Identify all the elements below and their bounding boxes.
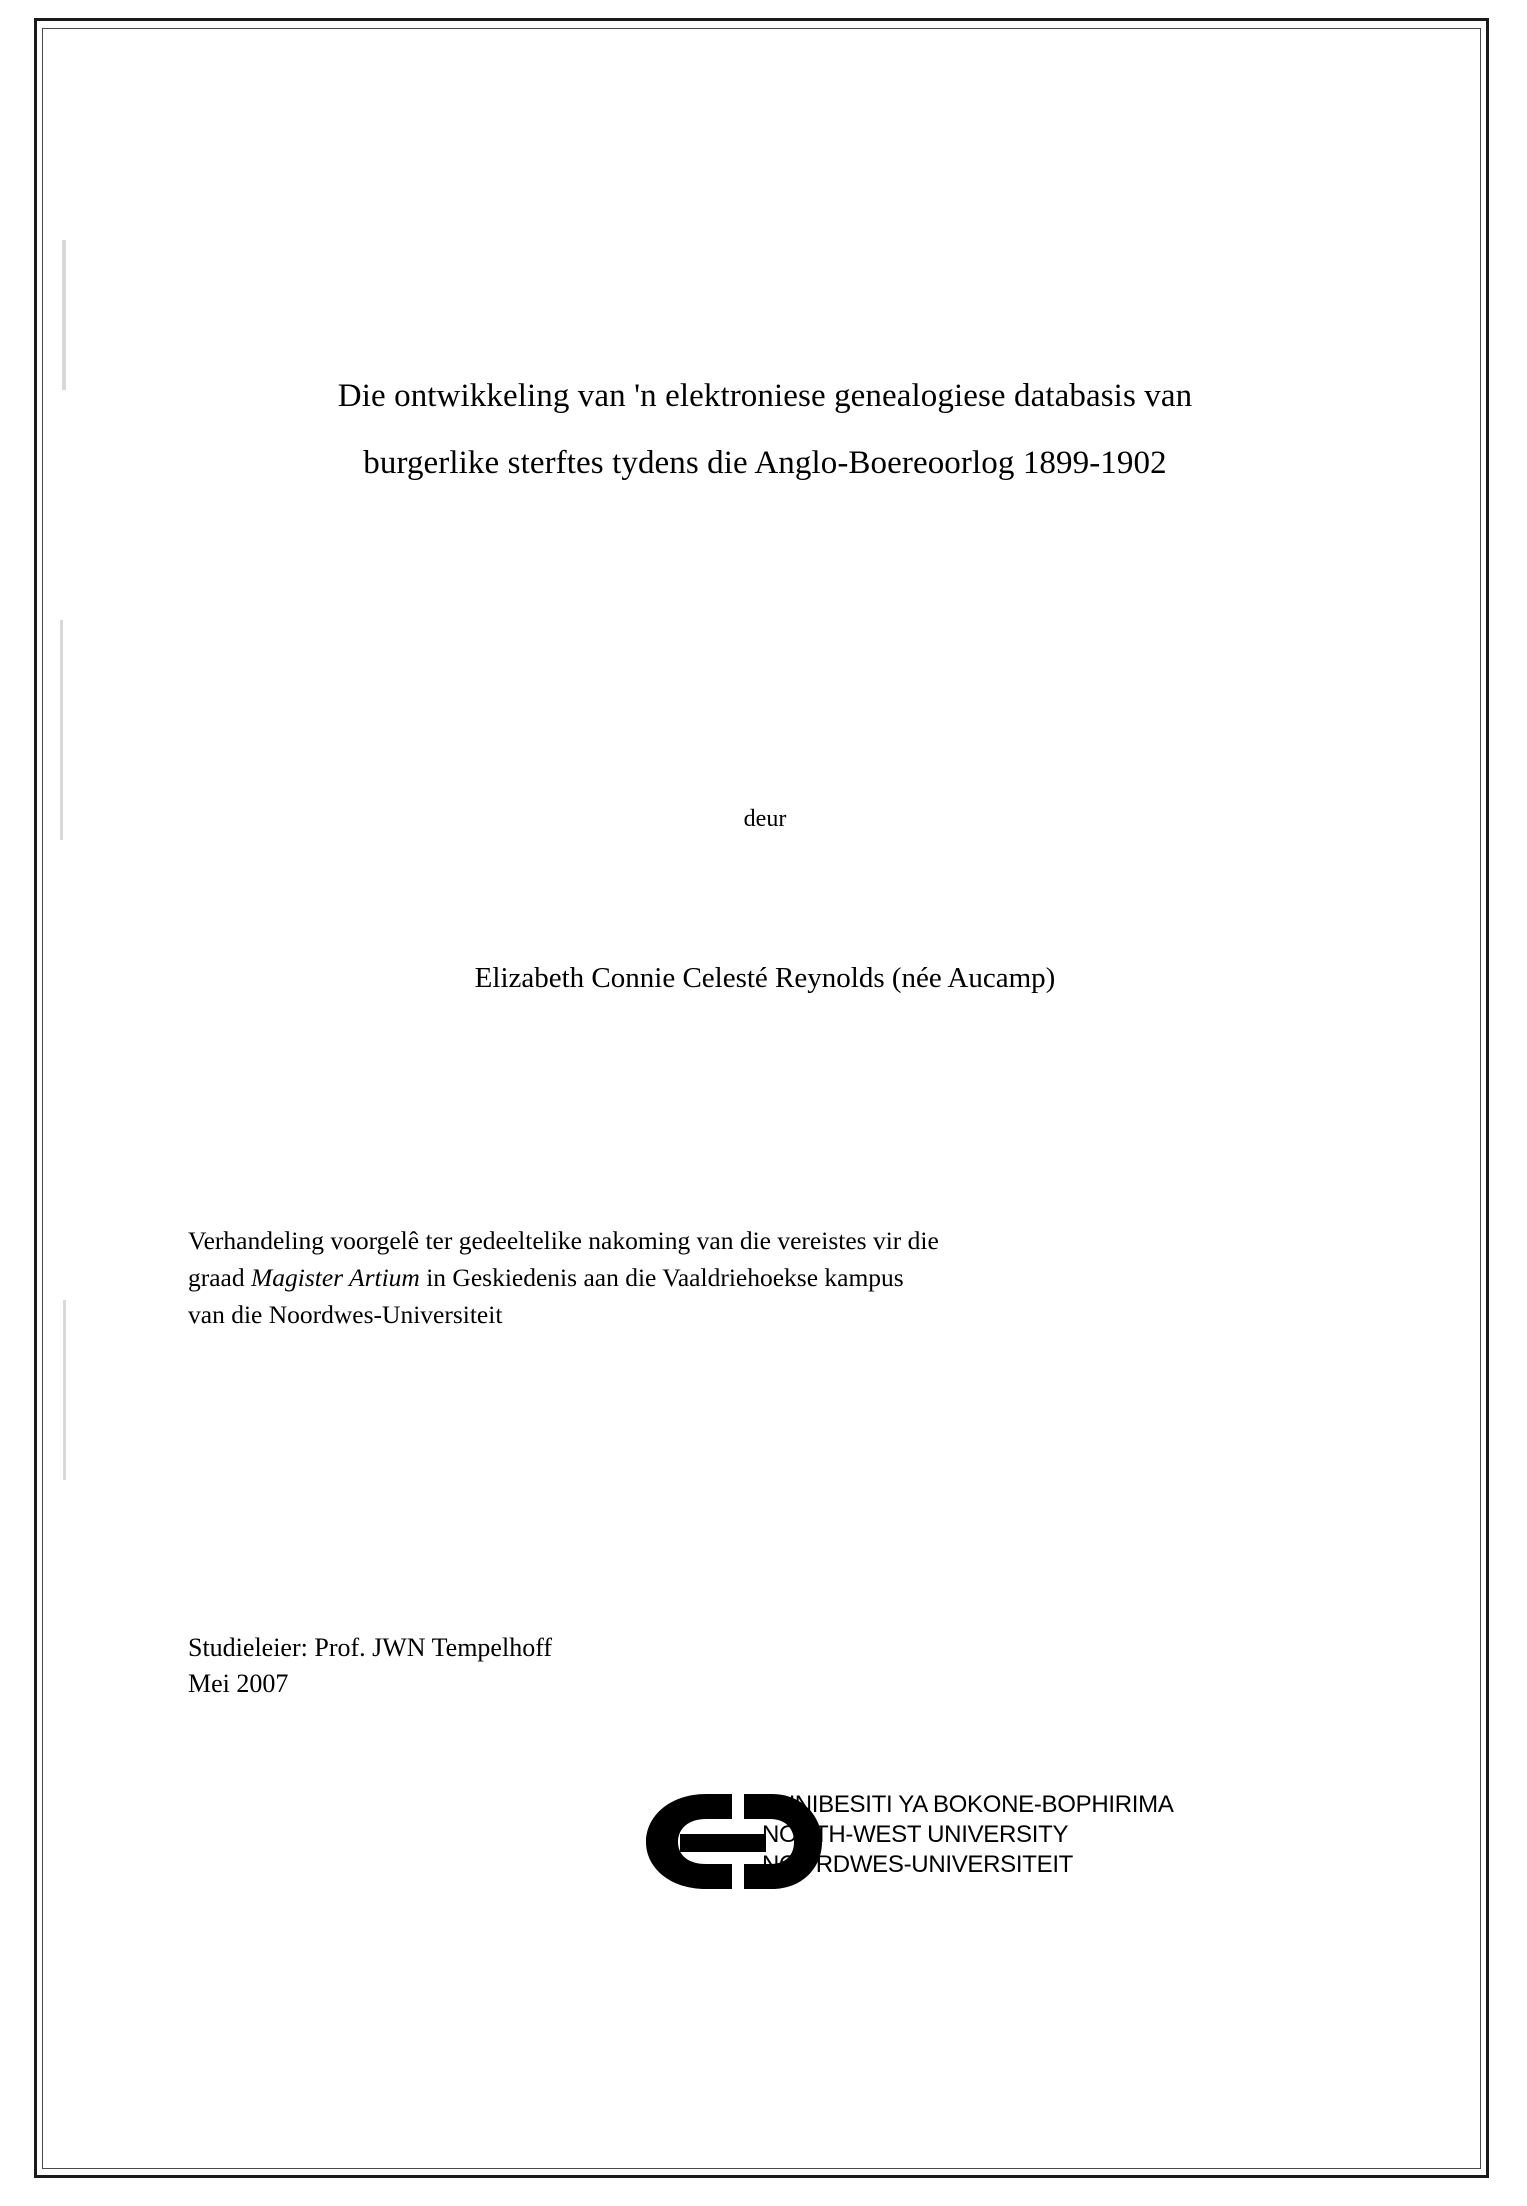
- page-title: [180, 374, 1350, 485]
- supervisor-line: Studieleier: Prof. JWN Tempelhoff: [188, 1633, 553, 1662]
- statement-line-2-prefix: graad: [188, 1263, 252, 1292]
- scan-artifact: [62, 240, 66, 390]
- scan-artifact: [60, 620, 63, 840]
- logo-line-1: YUNIBESITI YA BOKONE-BOPHIRIMA: [762, 1791, 1174, 1818]
- page-content: [180, 0, 1350, 2206]
- logo-wordmark: [762, 1790, 1174, 1880]
- degree-statement: [188, 1222, 1343, 1333]
- university-logo-block: [640, 1786, 1280, 1906]
- date-line: Mei 2007: [188, 1669, 289, 1698]
- logo-line-2: NORTH-WEST UNIVERSITY: [762, 1821, 1069, 1848]
- degree-name: Magister Artium: [251, 1263, 420, 1292]
- statement-line-2: [188, 1259, 1343, 1296]
- author-name: Elizabeth Connie Celesté Reynolds (née Aucamp): [474, 962, 1056, 994]
- scan-artifact: [63, 1300, 66, 1480]
- statement-line-3: van die Noordwes-Universiteit: [188, 1300, 503, 1329]
- supervisor-block: [188, 1630, 1088, 1702]
- title-line-2: burgerlike sterftes tydens die Anglo-Boereoorlog 1899-1902: [363, 445, 1167, 481]
- logo-line-3: NOORDWES-UNIVERSITEIT: [762, 1851, 1074, 1878]
- by-label: deur: [743, 806, 787, 832]
- statement-line-2-suffix: in Geskiedenis aan die Vaaldriehoekse kampus: [419, 1263, 904, 1292]
- statement-line-1: Verhandeling voorgelê ter gedeeltelike nakoming van die vereistes vir die: [188, 1226, 939, 1255]
- title-line-1: Die ontwikkeling van 'n elektroniese genealogiese databasis van: [337, 378, 1193, 414]
